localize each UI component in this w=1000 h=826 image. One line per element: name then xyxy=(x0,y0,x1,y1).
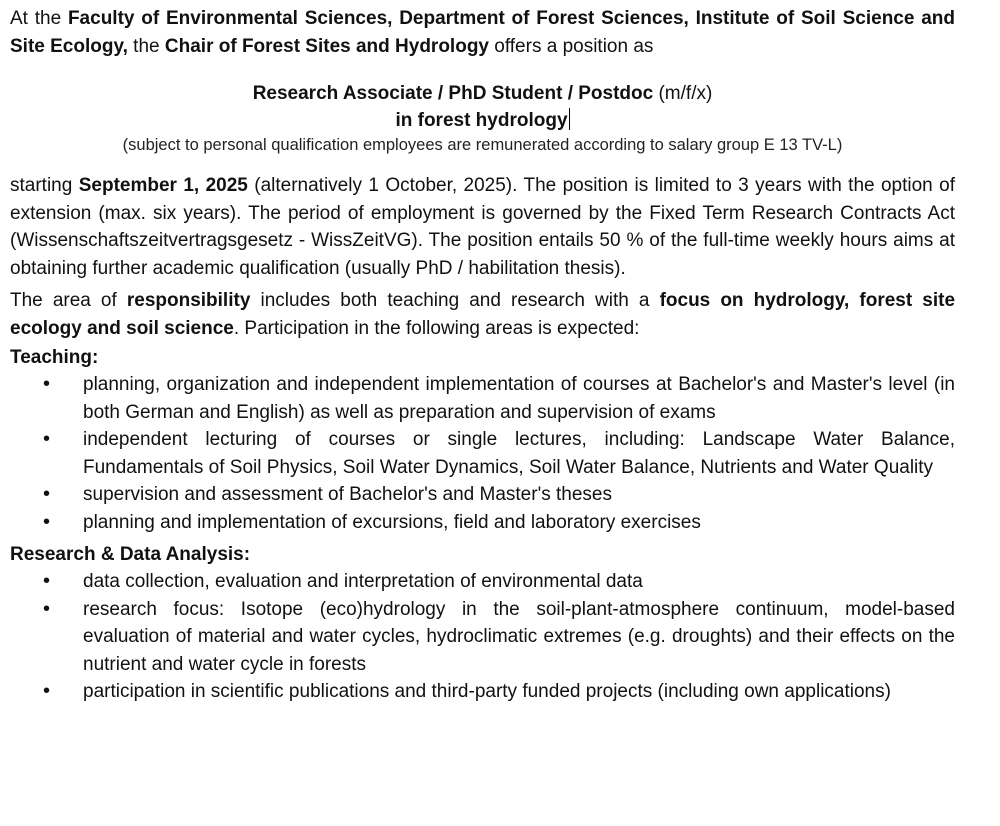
salary-note: (subject to personal qualification employees are remunerated according to salary group E 13 TV-L) xyxy=(122,136,843,154)
teaching-item: • independent lecturing of courses or single lectures, including: Landscape Water Balance, Fundamentals of Soil Physics, Soil Water Dynamics, Soil Water Balance, Nutrients and Water Quality xyxy=(10,426,955,481)
area-text-1: The area of xyxy=(10,290,127,311)
start-paragraph xyxy=(10,172,955,282)
intro-text-1: At the xyxy=(10,8,68,29)
intro-text-2: the xyxy=(127,35,165,57)
text-cursor xyxy=(569,108,570,130)
teaching-item: • planning and implementation of excursions, field and laboratory exercises xyxy=(10,509,955,537)
research-item: • data collection, evaluation and interpretation of environmental data xyxy=(10,568,955,596)
research-list xyxy=(10,568,955,706)
research-item: • participation in scientific publications and third-party funded projects (including own applications) xyxy=(10,678,955,706)
area-focus-bold: focus on hydrology, forest site ecology and soil science xyxy=(10,290,956,339)
position-field: in forest hydrology xyxy=(395,110,568,131)
position-title-line1 xyxy=(10,80,955,107)
area-text-2: includes both teaching and research with a xyxy=(250,290,660,311)
start-date-bold: September 1, 2025 xyxy=(78,175,248,196)
position-title: Research Associate / PhD Student / Postdoc xyxy=(252,83,654,104)
start-text-2: (alternatively 1 October, 2025). The position is limited to 3 years with the option of extension (max. six years). The period of employment is governed by the Fixed Term Research Contracts Act (Wissenschaftszeitvertragsgesetz - WissZeitVG). The position entails 50 % of the full-time weekly hours aims at obtaining further academic qualification (usually PhD / habilitation thesis). xyxy=(10,175,955,279)
position-gender: (m/f/x) xyxy=(653,83,713,104)
research-item: • research focus: Isotope (eco)hydrology in the soil-plant-atmosphere continuum, model-based evaluation of material and water cycles, hydroclimatic extremes (e.g. droughts) and their effects on the nutrient and water cycle in forests xyxy=(10,596,955,679)
teaching-item: • planning, organization and independent implementation of courses at Bachelor's and Master's level (in both German and English) as well as preparation and supervision of exams xyxy=(10,371,955,426)
teaching-item: • supervision and assessment of Bachelor's and Master's theses xyxy=(10,481,955,509)
intro-paragraph xyxy=(10,5,955,60)
intro-faculty-bold: Faculty of Environmental Sciences, Department of Forest Sciences, Institute of Soil Science and Site Ecology, xyxy=(10,8,956,57)
teaching-heading: Teaching: xyxy=(10,347,99,368)
position-title-block xyxy=(10,80,955,156)
teaching-list xyxy=(10,371,955,536)
intro-chair-bold: Chair of Forest Sites and Hydrology xyxy=(164,35,489,57)
position-title-line2 xyxy=(10,107,955,134)
area-text-3: . Participation in the following areas is expected: xyxy=(233,317,640,339)
research-heading: Research & Data Analysis: xyxy=(10,544,251,565)
intro-text-3: offers a position as xyxy=(489,35,654,57)
start-text-1: starting xyxy=(10,175,79,196)
area-paragraph xyxy=(10,287,955,342)
area-responsibility-bold: responsibility xyxy=(126,290,251,311)
